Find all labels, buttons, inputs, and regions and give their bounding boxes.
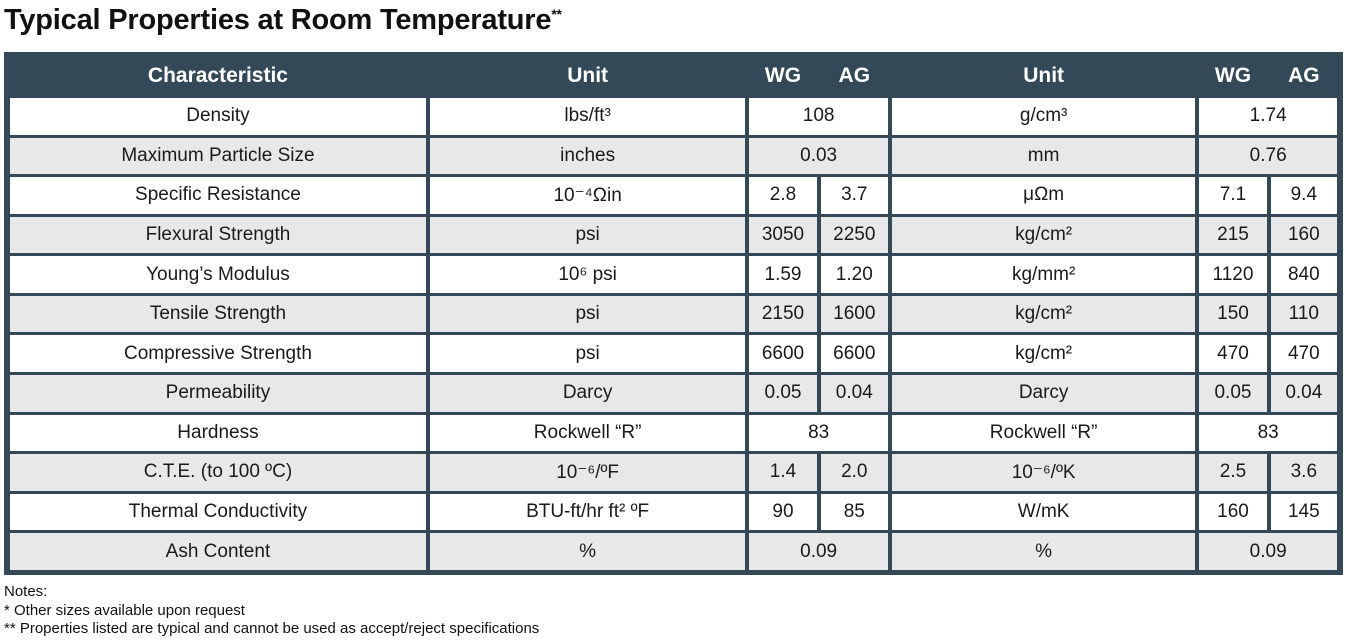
cell-characteristic: Density <box>10 98 426 135</box>
cell-value-imperial: 0.09 <box>749 533 888 570</box>
cell-wg-imperial: 90 <box>749 494 816 531</box>
table-row <box>10 494 1337 531</box>
table-row <box>10 415 1337 452</box>
table-row <box>10 375 1337 412</box>
cell-wg-metric: 470 <box>1199 335 1266 372</box>
cell-value-metric: 0.76 <box>1199 138 1337 175</box>
cell-wg-metric: 1120 <box>1199 256 1266 293</box>
cell-wg-imperial: 6600 <box>749 335 816 372</box>
page-title <box>4 4 562 37</box>
header-wg-imperial: WG <box>749 57 816 95</box>
cell-unit-metric: kg/mm² <box>892 256 1195 293</box>
cell-unit-metric: kg/cm² <box>892 217 1195 254</box>
cell-unit-metric: W/mK <box>892 494 1195 531</box>
cell-ag-metric: 840 <box>1271 256 1337 293</box>
cell-unit-metric: Darcy <box>892 375 1195 412</box>
table-row <box>10 217 1337 254</box>
cell-ag-metric: 110 <box>1271 296 1337 333</box>
table-row <box>10 454 1337 491</box>
cell-ag-metric: 160 <box>1271 217 1337 254</box>
cell-ag-metric: 145 <box>1271 494 1337 531</box>
table-body <box>10 98 1337 570</box>
cell-ag-metric: 9.4 <box>1271 177 1337 214</box>
cell-wg-metric: 215 <box>1199 217 1266 254</box>
cell-unit-metric: kg/cm² <box>892 296 1195 333</box>
notes <box>4 583 539 639</box>
title-text: Typical Properties at Room Temperature <box>4 4 552 36</box>
header-ag-imperial: AG <box>821 57 888 95</box>
cell-value-imperial: 0.03 <box>749 138 888 175</box>
cell-characteristic: Flexural Strength <box>10 217 426 254</box>
cell-ag-imperial: 0.04 <box>821 375 888 412</box>
cell-characteristic: Specific Resistance <box>10 177 426 214</box>
cell-unit-metric: Rockwell “R” <box>892 415 1195 452</box>
cell-ag-imperial: 2250 <box>821 217 888 254</box>
table-row <box>10 533 1337 570</box>
cell-ag-imperial: 85 <box>821 494 888 531</box>
cell-value-metric: 83 <box>1199 415 1337 452</box>
cell-wg-imperial: 2.8 <box>749 177 816 214</box>
cell-unit-imperial: Rockwell “R” <box>430 415 745 452</box>
cell-value-imperial: 83 <box>749 415 888 452</box>
table-row <box>10 335 1337 372</box>
cell-characteristic: C.T.E. (to 100 ºC) <box>10 454 426 491</box>
cell-value-imperial: 108 <box>749 98 888 135</box>
cell-unit-metric: % <box>892 533 1195 570</box>
header-wg-metric: WG <box>1199 57 1266 95</box>
cell-unit-imperial: inches <box>430 138 745 175</box>
cell-unit-metric: g/cm³ <box>892 98 1195 135</box>
cell-characteristic: Tensile Strength <box>10 296 426 333</box>
cell-unit-imperial: BTU-ft/hr ft² ºF <box>430 494 745 531</box>
cell-value-metric: 1.74 <box>1199 98 1337 135</box>
cell-wg-metric: 160 <box>1199 494 1266 531</box>
cell-ag-imperial: 1600 <box>821 296 888 333</box>
cell-wg-metric: 2.5 <box>1199 454 1266 491</box>
cell-ag-imperial: 2.0 <box>821 454 888 491</box>
notes-heading: Notes: <box>4 583 48 600</box>
header-row <box>10 57 1337 95</box>
cell-ag-metric: 470 <box>1271 335 1337 372</box>
cell-wg-imperial: 1.59 <box>749 256 816 293</box>
cell-unit-metric: μΩm <box>892 177 1195 214</box>
cell-wg-metric: 7.1 <box>1199 177 1266 214</box>
cell-unit-imperial: 10⁻⁶/ºF <box>430 454 745 491</box>
cell-unit-metric: mm <box>892 138 1195 175</box>
cell-unit-imperial: 10⁻⁴Ωin <box>430 177 745 214</box>
cell-wg-metric: 150 <box>1199 296 1266 333</box>
header-unit-imperial: Unit <box>430 57 745 95</box>
cell-wg-imperial: 2150 <box>749 296 816 333</box>
cell-wg-imperial: 3050 <box>749 217 816 254</box>
cell-unit-imperial: % <box>430 533 745 570</box>
title-footnote-mark: ** <box>551 6 562 22</box>
cell-ag-metric: 3.6 <box>1271 454 1337 491</box>
cell-unit-metric: kg/cm² <box>892 335 1195 372</box>
table-row <box>10 296 1337 333</box>
cell-unit-imperial: psi <box>430 217 745 254</box>
note-line-2: ** Properties listed are typical and cannot be used as accept/reject specifications <box>4 620 540 637</box>
cell-unit-imperial: psi <box>430 335 745 372</box>
cell-ag-metric: 0.04 <box>1271 375 1337 412</box>
cell-characteristic: Permeability <box>10 375 426 412</box>
cell-characteristic: Ash Content <box>10 533 426 570</box>
cell-wg-metric: 0.05 <box>1199 375 1266 412</box>
cell-characteristic: Compressive Strength <box>10 335 426 372</box>
cell-ag-imperial: 6600 <box>821 335 888 372</box>
cell-value-metric: 0.09 <box>1199 533 1337 570</box>
table-row <box>10 177 1337 214</box>
cell-characteristic: Hardness <box>10 415 426 452</box>
cell-ag-imperial: 3.7 <box>821 177 888 214</box>
cell-characteristic: Young’s Modulus <box>10 256 426 293</box>
cell-characteristic: Maximum Particle Size <box>10 138 426 175</box>
properties-table <box>6 54 1341 573</box>
cell-characteristic: Thermal Conductivity <box>10 494 426 531</box>
cell-unit-imperial: lbs/ft³ <box>430 98 745 135</box>
header-unit-metric: Unit <box>892 57 1195 95</box>
cell-unit-imperial: psi <box>430 296 745 333</box>
table-row <box>10 138 1337 175</box>
header-ag-metric: AG <box>1271 57 1337 95</box>
table-row <box>10 98 1337 135</box>
table-row <box>10 256 1337 293</box>
note-line-1: * Other sizes available upon request <box>4 601 245 619</box>
header-characteristic: Characteristic <box>10 57 426 95</box>
cell-ag-imperial: 1.20 <box>821 256 888 293</box>
cell-wg-imperial: 0.05 <box>749 375 816 412</box>
cell-unit-imperial: Darcy <box>430 375 745 412</box>
cell-unit-metric: 10⁻⁶/ºK <box>892 454 1195 491</box>
properties-table-frame <box>4 52 1343 575</box>
cell-wg-imperial: 1.4 <box>749 454 816 491</box>
cell-unit-imperial: 10⁶ psi <box>430 256 745 293</box>
